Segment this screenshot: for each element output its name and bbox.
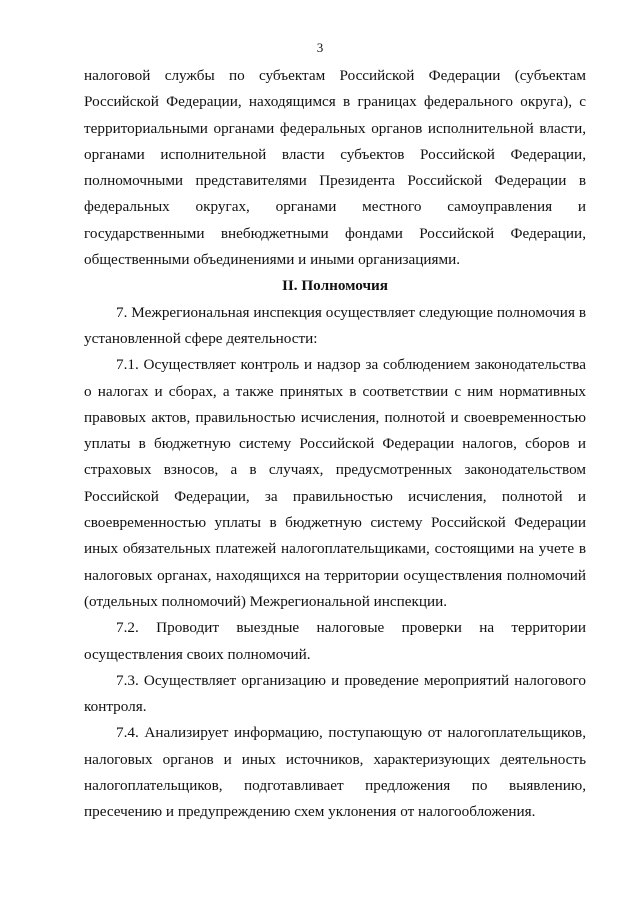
paragraph-7-3: 7.3. Осуществляет организацию и проведение мероприятий налогового контроля.	[84, 671, 586, 716]
paragraph-7-4: 7.4. Анализирует информацию, поступающую от налогоплательщиков, налоговых органов и иных источников, характеризующих деятельность налогоплательщиков, подготавливает предложения по выявлению, пресечению и предупреждению схем уклонения от налогообложения.	[84, 724, 586, 821]
document-body	[84, 63, 586, 826]
page-number: 3	[316, 40, 324, 55]
paragraph-7: 7. Межрегиональная инспекция осуществляет следующие полномочия в установленной сфере деятельности:	[84, 303, 586, 347]
intro-paragraph: налоговой службы по субъектам Российской Федерации (субъектам Российской Федерации, находящимся в границах федерального округа), с территориальными органами федеральных органов исполнительной власти, органами исполнительной власти субъектов Российской Федерации, полномочными представителями Президента Российской Федерации в федеральных округах, органами местного самоуправления и государственными внебюджетными фондами Российской Федерации, общественными объединениями и иными организациями.	[84, 67, 586, 269]
paragraph-7-2: 7.2. Проводит выездные налоговые проверки на территории осуществления своих полномочий.	[84, 619, 586, 663]
paragraph-7-1: 7.1. Осуществляет контроль и надзор за соблюдением законодательства о налогах и сборах, а также принятых в соответствии с ним нормативных правовых актов, правильностью исчисления, полнотой и своевременностью уплаты в бюджетную систему Российской Федерации налогов, сборов и страховых взносов, а в случаях, предусмотренных законодательством Российской Федерации, за правильностью исчисления, полнотой и своевременностью уплаты в бюджетную систему Российской Федерации иных обязательных платежей налогоплательщиками, состоящими на учете в налоговых органах, находящихся на территории осуществления полномочий (отдельных полномочий) Межрегиональной инспекции.	[84, 356, 586, 610]
section-heading: II. Полномочия	[281, 277, 389, 295]
